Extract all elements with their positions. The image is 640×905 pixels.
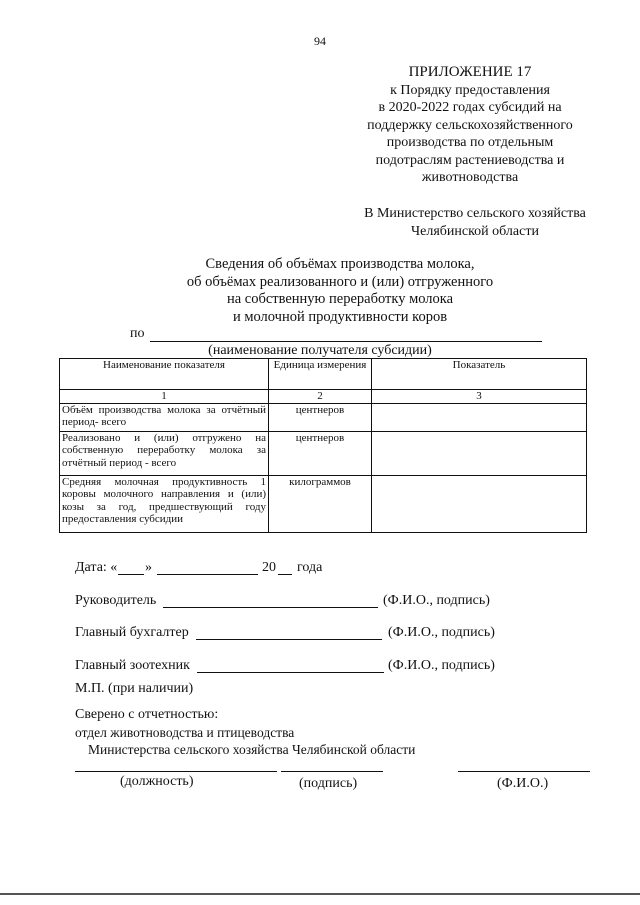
date-label: Дата: « [75,560,118,575]
recipient-note: (наименование получателя субсидии) [208,343,432,358]
signature-role: Руководитель [75,593,157,608]
title-line: Сведения об объёмах производства молока, [205,256,475,272]
addressee-line: В Министерство сельского хозяйства [364,206,586,221]
signature-hint: (Ф.И.О., подпись) [388,625,495,640]
signature-hint: (Ф.И.О., подпись) [383,593,490,608]
table-header: Показатель [372,359,587,390]
date-year-suffix: года [297,560,323,575]
date-month-field[interactable] [157,574,258,575]
date-day-field[interactable] [118,574,144,575]
date-year-prefix: 20 [262,560,276,575]
appendix-line: животноводства [421,170,519,185]
appendix-line: в 2020-2022 годах субсидий на [378,100,562,115]
signature-role: Главный бухгалтер [75,625,189,640]
date-quote-close: » [145,560,152,575]
by-label: по [130,326,145,341]
appendix-line: к Порядку предоставления [390,82,550,98]
signature-field[interactable] [196,639,382,640]
page-number: 94 [314,34,326,48]
signature-field[interactable] [281,771,383,772]
appendix-line: производства по отдельным [386,135,554,150]
recipient-name-field[interactable] [150,341,542,342]
date-year-field[interactable] [278,574,292,575]
addressee-block [330,205,620,240]
stamp-note: М.П. (при наличии) [75,681,194,696]
indicator-unit: килограммов [269,475,372,532]
document-title [150,256,530,326]
indicator-name: Объём производства молока за отчётный период- всего [60,403,269,431]
page-bottom-rule [0,893,640,895]
signature-field[interactable] [197,672,384,673]
signature-role: Главный зоотехник [75,658,190,673]
verified-department: отдел животноводства и птицеводства [75,725,295,740]
signature-field[interactable] [163,607,378,608]
table-row [60,475,587,532]
name-hint: (Ф.И.О.) [497,776,549,791]
indicator-unit: центнеров [269,431,372,475]
appendix-line: подотраслям растениеводства и [375,152,565,168]
verified-label: Сверено с отчетностью: [75,707,219,722]
indicator-value-cell[interactable] [372,475,587,532]
indicators-table [59,358,587,533]
column-number: 3 [372,390,587,404]
title-line: и молочной продуктивности коров [232,308,448,325]
table-header: Единица измерения [269,359,372,390]
table-row [60,431,587,475]
name-field[interactable] [458,771,590,772]
column-number: 1 [60,390,269,404]
indicator-name: Средняя молочная продуктивность 1 коровы молочного направления и (или) козы за год, предшествующий году предоставления субсидии [60,475,269,532]
appendix-line: поддержку сельскохозяйственного [367,117,573,133]
title-line: об объёмах реализованного и (или) отгруженного [186,273,494,290]
indicator-unit: центнеров [269,403,372,431]
title-line: на собственную переработку молока [226,291,454,307]
position-field[interactable] [75,771,277,772]
column-number: 2 [269,390,372,404]
indicator-value-cell[interactable] [372,403,587,431]
position-hint: (должность) [120,774,194,789]
table-row [60,403,587,431]
verified-ministry: Министерства сельского хозяйства Челябинской области [88,742,416,757]
addressee-line: Челябинской области [411,223,539,239]
indicator-name: Реализовано и (или) отгружено на собственную переработку молока за отчётный период - всего [60,431,269,475]
table-header: Наименование показателя [60,359,269,390]
signature-hint: (Ф.И.О., подпись) [388,658,495,673]
signature-hint: (подпись) [299,776,358,791]
appendix-block [340,64,600,187]
indicator-value-cell[interactable] [372,431,587,475]
appendix-heading: ПРИЛОЖЕНИЕ 17 [408,64,532,80]
